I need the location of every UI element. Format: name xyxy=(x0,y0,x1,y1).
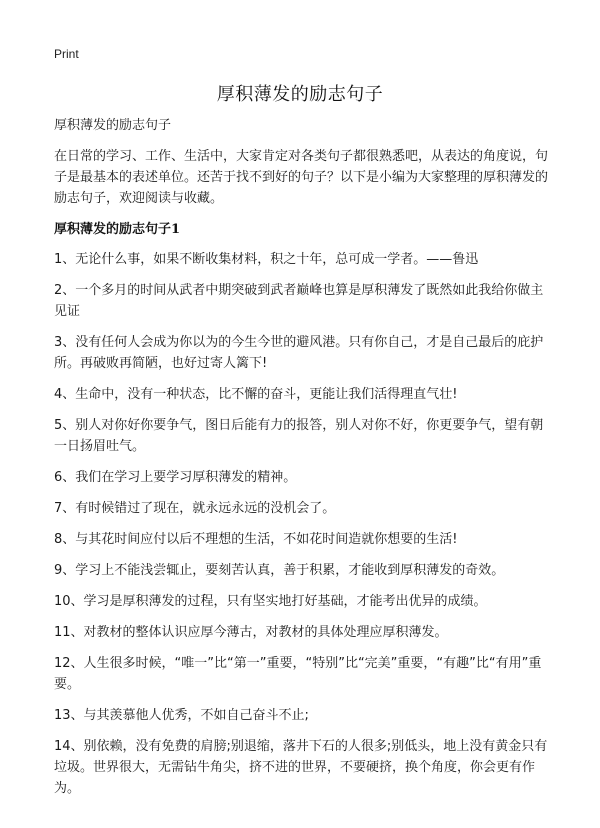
quote-item: 14、别依赖，没有免费的肩膀;别退缩，落井下石的人很多;别低头，地上没有黄金只有垃圾。世界很大，无需钻牛角尖，挤不进的世界，不要硬挤，换个角度，你会更有作为。 xyxy=(54,739,548,796)
print-link[interactable]: Print xyxy=(54,47,79,61)
quote-item: 8、与其花时间应付以后不理想的生活，不如花时间造就你想要的生活! xyxy=(54,532,458,547)
quote-item: 1、无论什么事，如果不断收集材料，积之十年，总可成一学者。——鲁迅 xyxy=(54,252,479,267)
quote-item: 13、与其羡慕他人优秀，不如自己奋斗不止; xyxy=(54,708,309,723)
document-body xyxy=(54,116,554,809)
quote-item: 7、有时候错过了现在，就永远永远的没机会了。 xyxy=(54,501,336,516)
quote-item: 2、一个多月的时间从武者中期突破到武者巅峰也算是厚积薄发了既然如此我给你做主见证 xyxy=(54,283,544,319)
quote-item: 11、对教材的整体认识应厚今薄古，对教材的具体处理应厚积薄发。 xyxy=(54,625,448,640)
quote-item: 9、学习上不能浅尝辄止，要刻苦认真，善于积累，才能收到厚积薄发的奇效。 xyxy=(54,563,505,578)
document-subtitle: 厚积薄发的励志句子 xyxy=(54,118,172,133)
quote-item: 5、别人对你好你要争气，图日后能有力的报答，别人对你不好，你更要争气，望有朝一日扬眉吐气。 xyxy=(54,418,544,454)
quote-list xyxy=(54,249,554,799)
section-heading: 厚积薄发的励志句子1 xyxy=(54,222,181,237)
quote-item: 10、学习是厚积薄发的过程，只有坚实地打好基础，才能考出优异的成绩。 xyxy=(54,594,487,609)
quote-item: 12、人生很多时候，“唯一”比“第一”重要，“特别”比“完美”重要，“有趣”比“有用”重要。 xyxy=(54,656,542,692)
quote-item: 6、我们在学习上要学习厚积薄发的精神。 xyxy=(54,470,297,485)
intro-paragraph: 在日常的学习、工作、生活中，大家肯定对各类句子都很熟悉吧，从表达的角度说，句子是最基本的表述单位。还苦于找不到好的句子？以下是小编为大家整理的厚积薄发的励志句子，欢迎阅读与收藏。 xyxy=(54,149,549,206)
quote-item: 3、没有任何人会成为你以为的今生今世的避风港。只有你自己，才是自己最后的庇护所。再破败再简陋，也好过寄人篱下! xyxy=(54,335,544,371)
page-title: 厚积薄发的励志句子 xyxy=(216,84,384,105)
quote-item: 4、生命中，没有一种状态，比不懈的奋斗，更能让我们活得理直气壮! xyxy=(54,387,458,402)
